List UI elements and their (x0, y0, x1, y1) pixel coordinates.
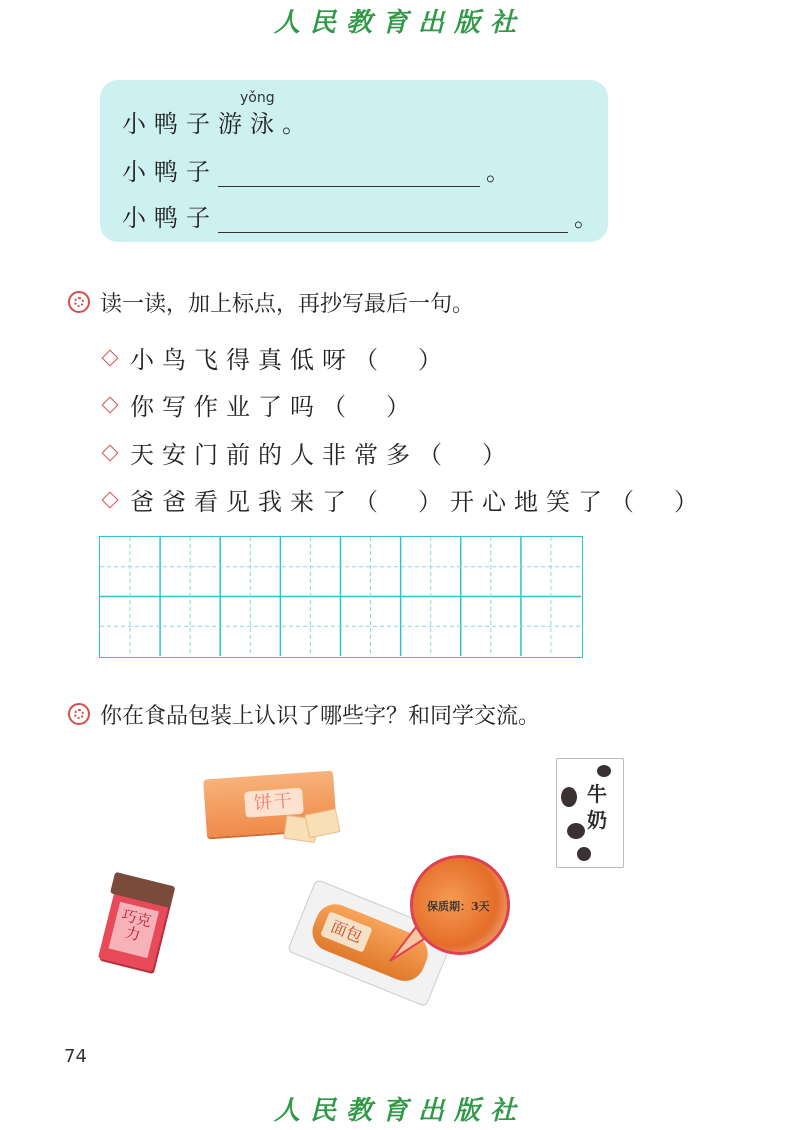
chocolate-bar-illustration (98, 886, 170, 971)
sentence-pattern-box (100, 80, 608, 242)
chocolate-label: 巧克力 (109, 902, 159, 958)
box-line-3 (122, 198, 606, 233)
box-line-1-prefix: 小鸭子 (122, 110, 218, 138)
cow-spot-icon (597, 765, 611, 777)
cow-spot-icon (577, 847, 591, 861)
milk-label: 牛奶 (587, 782, 607, 832)
pinyin-annotation: yǒng (240, 90, 275, 106)
box-line-3-prefix: 小鸭子 (122, 204, 218, 232)
sentence-text: 天安门前的人非常多（ ） (130, 441, 514, 469)
diamond-bullet-icon (102, 397, 119, 414)
writing-grid[interactable] (99, 536, 583, 658)
sentence-text: 爸爸看见我来了（ ）开心地笑了（ ） (130, 488, 706, 516)
cow-spot-icon (567, 823, 585, 839)
sentence-text: 你写作业了吗（ ） (130, 393, 418, 421)
page-number: 74 (64, 1046, 87, 1067)
box-line-1 (122, 90, 314, 139)
biscuit-package-illustration (203, 771, 337, 838)
bread-label: 面包 (320, 911, 372, 952)
publisher-header: 人民教育出版社 (273, 8, 526, 38)
milk-carton-illustration (556, 758, 624, 868)
shelf-life-text: 保质期：3天 (427, 900, 490, 913)
sentence-item (104, 482, 706, 517)
box-line-2-prefix: 小鸭子 (122, 158, 218, 186)
box-line-1-word: 游泳 (218, 110, 282, 138)
answer-blank-3[interactable] (218, 208, 568, 233)
box-line-2-end: 。 (486, 158, 518, 186)
section-2-title: 你在食品包装上认识了哪些字？和同学交流。 (100, 704, 541, 729)
section-seal-icon (68, 291, 90, 313)
section-1-title: 读一读，加上标点，再抄写最后一句。 (100, 292, 475, 317)
cow-spot-icon (561, 787, 577, 807)
sentence-item (104, 435, 514, 470)
diamond-bullet-icon (102, 445, 119, 462)
zoom-pointer (386, 925, 426, 965)
sentence-item (104, 387, 418, 422)
diamond-bullet-icon (102, 492, 119, 509)
box-line-1-end: 。 (282, 110, 314, 138)
box-line-2 (122, 152, 518, 187)
diamond-bullet-icon (102, 350, 119, 367)
cracker-icon (304, 808, 340, 838)
box-line-3-end: 。 (574, 204, 606, 232)
section-seal-icon (68, 703, 90, 725)
publisher-footer: 人民教育出版社 (273, 1096, 526, 1126)
answer-blank-2[interactable] (218, 162, 480, 187)
sentence-item (104, 340, 450, 375)
biscuit-label: 饼干 (244, 788, 304, 818)
sentence-text: 小鸟飞得真低呀（ ） (130, 346, 450, 374)
writing-grid-lines (100, 537, 581, 656)
